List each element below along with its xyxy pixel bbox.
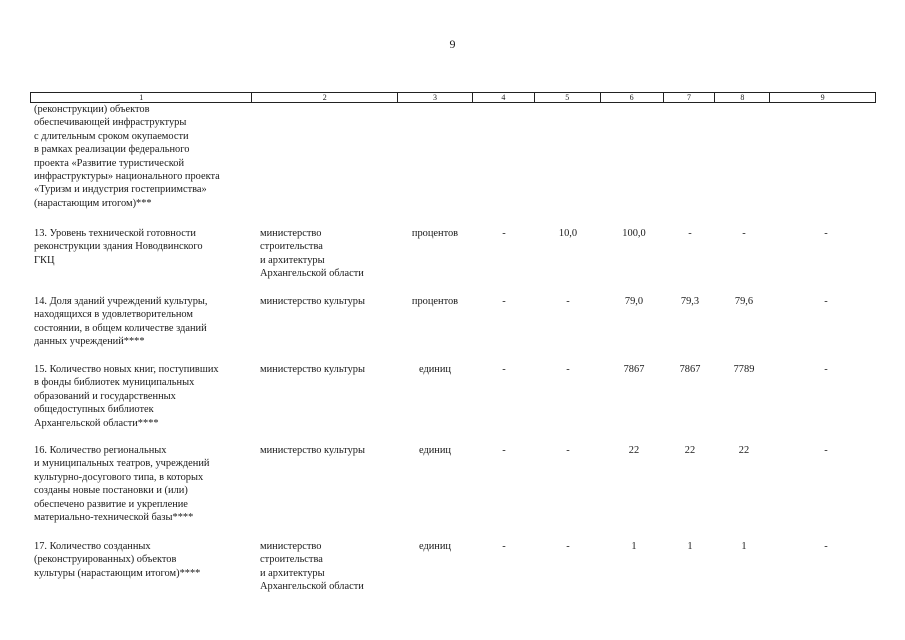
value-col-9: -: [824, 445, 828, 456]
text-line: строительства: [260, 554, 323, 566]
value-col-9: -: [824, 228, 828, 239]
text-line: в фонды библиотек муниципальных: [34, 377, 195, 389]
text-line: с длительным сроком окупаемости: [34, 130, 189, 142]
table-header-row: [30, 92, 876, 103]
unit-cell: единиц: [418, 364, 451, 375]
text-line: министерство культуры: [260, 364, 365, 375]
responsible-org: [260, 227, 400, 281]
indicator-name: [34, 295, 249, 349]
header-col-8: 8: [715, 93, 770, 102]
header-col-3: 3: [398, 93, 473, 102]
text-line: данных учреждений****: [34, 336, 145, 348]
text-line: Архангельской области: [260, 268, 364, 280]
text-line: (нарастающим итогом)***: [34, 197, 152, 209]
value-col-4: -: [502, 228, 506, 239]
value-col-6: 1: [631, 541, 637, 552]
value-col-5: -: [566, 445, 570, 456]
responsible-org: [260, 363, 400, 376]
value-col-7: 79,3: [680, 296, 700, 307]
value-col-7: 1: [687, 541, 693, 552]
header-col-5: 5: [535, 93, 601, 102]
header-col-1: 1: [31, 93, 252, 102]
value-col-5: 10,0: [558, 228, 578, 239]
unit-cell: единиц: [418, 445, 451, 456]
text-line: и архитектуры: [260, 567, 325, 579]
text-line: 15. Количество новых книг, поступивших: [34, 364, 219, 375]
value-col-4: -: [502, 364, 506, 375]
text-line: ГКЦ: [34, 254, 55, 266]
text-line: министерство: [260, 541, 322, 552]
header-col-4: 4: [473, 93, 535, 102]
indicator-name: [34, 540, 249, 580]
text-line: обеспечено развитие и укрепление: [34, 498, 188, 510]
text-line: в рамках реализации федерального: [34, 144, 190, 156]
value-col-6: 22: [628, 445, 640, 456]
page-number: 9: [449, 37, 456, 51]
value-col-4: -: [502, 296, 506, 307]
continuation-text: [34, 103, 249, 210]
header-col-6: 6: [601, 93, 664, 102]
text-line: образований и государственных: [34, 390, 176, 402]
value-col-8: 1: [741, 541, 747, 552]
indicator-name: [34, 227, 249, 267]
text-line: культуры (нарастающим итогом)****: [34, 567, 201, 579]
indicator-name: [34, 363, 249, 430]
value-col-4: -: [502, 541, 506, 552]
value-col-9: -: [824, 364, 828, 375]
value-col-6: 7867: [623, 364, 645, 375]
value-col-7: -: [688, 228, 692, 239]
header-col-2: 2: [252, 93, 398, 102]
text-line: министерство культуры: [260, 296, 365, 307]
text-line: проекта «Развитие туристической: [34, 157, 184, 169]
text-line: инфраструктуры» национального проекта: [34, 171, 220, 183]
text-line: Архангельской области: [260, 581, 364, 593]
value-col-4: -: [502, 445, 506, 456]
indicator-name: [34, 444, 249, 524]
text-line: 14. Доля зданий учреждений культуры,: [34, 296, 208, 307]
text-line: министерство культуры: [260, 445, 365, 456]
text-line: и архитектуры: [260, 254, 325, 266]
value-col-8: 7789: [733, 364, 755, 375]
value-col-5: -: [566, 296, 570, 307]
text-line: находящихся в удовлетворительном: [34, 309, 194, 321]
responsible-org: [260, 540, 400, 594]
value-col-5: -: [566, 541, 570, 552]
text-line: и муниципальных театров, учреждений: [34, 458, 210, 470]
text-line: (реконструированных) объектов: [34, 554, 177, 566]
text-line: состоянии, в общем количестве зданий: [34, 322, 207, 334]
value-col-7: 22: [684, 445, 696, 456]
text-line: министерство: [260, 228, 322, 239]
responsible-org: [260, 444, 400, 457]
text-line: общедоступных библиотек: [34, 404, 154, 416]
responsible-org: [260, 295, 400, 308]
unit-cell: процентов: [411, 296, 459, 307]
header-col-7: 7: [664, 93, 716, 102]
header-col-9: 9: [820, 93, 825, 102]
unit-cell: единиц: [418, 541, 451, 552]
text-line: (реконструкции) объектов: [34, 104, 150, 115]
value-col-9: -: [824, 541, 828, 552]
value-col-9: -: [824, 296, 828, 307]
unit-cell: процентов: [411, 228, 459, 239]
text-line: 16. Количество региональных: [34, 445, 167, 456]
text-line: 17. Количество созданных: [34, 541, 151, 552]
text-line: созданы новые постановки и (или): [34, 485, 188, 497]
value-col-8: 79,6: [734, 296, 754, 307]
text-line: обеспечивающей инфраструктуры: [34, 117, 187, 129]
value-col-7: 7867: [679, 364, 701, 375]
text-line: «Туризм и индустрия гостеприимства»: [34, 184, 207, 196]
value-col-6: 100,0: [622, 228, 646, 239]
value-col-5: -: [566, 364, 570, 375]
text-line: реконструкции здания Новодвинского: [34, 241, 203, 253]
value-col-8: -: [742, 228, 746, 239]
value-col-8: 22: [738, 445, 750, 456]
text-line: Архангельской области****: [34, 417, 159, 429]
text-line: 13. Уровень технической готовности: [34, 228, 196, 239]
text-line: строительства: [260, 241, 323, 253]
text-line: культурно-досугового типа, в которых: [34, 471, 204, 483]
text-line: материально-технической базы****: [34, 512, 194, 524]
value-col-6: 79,0: [624, 296, 644, 307]
